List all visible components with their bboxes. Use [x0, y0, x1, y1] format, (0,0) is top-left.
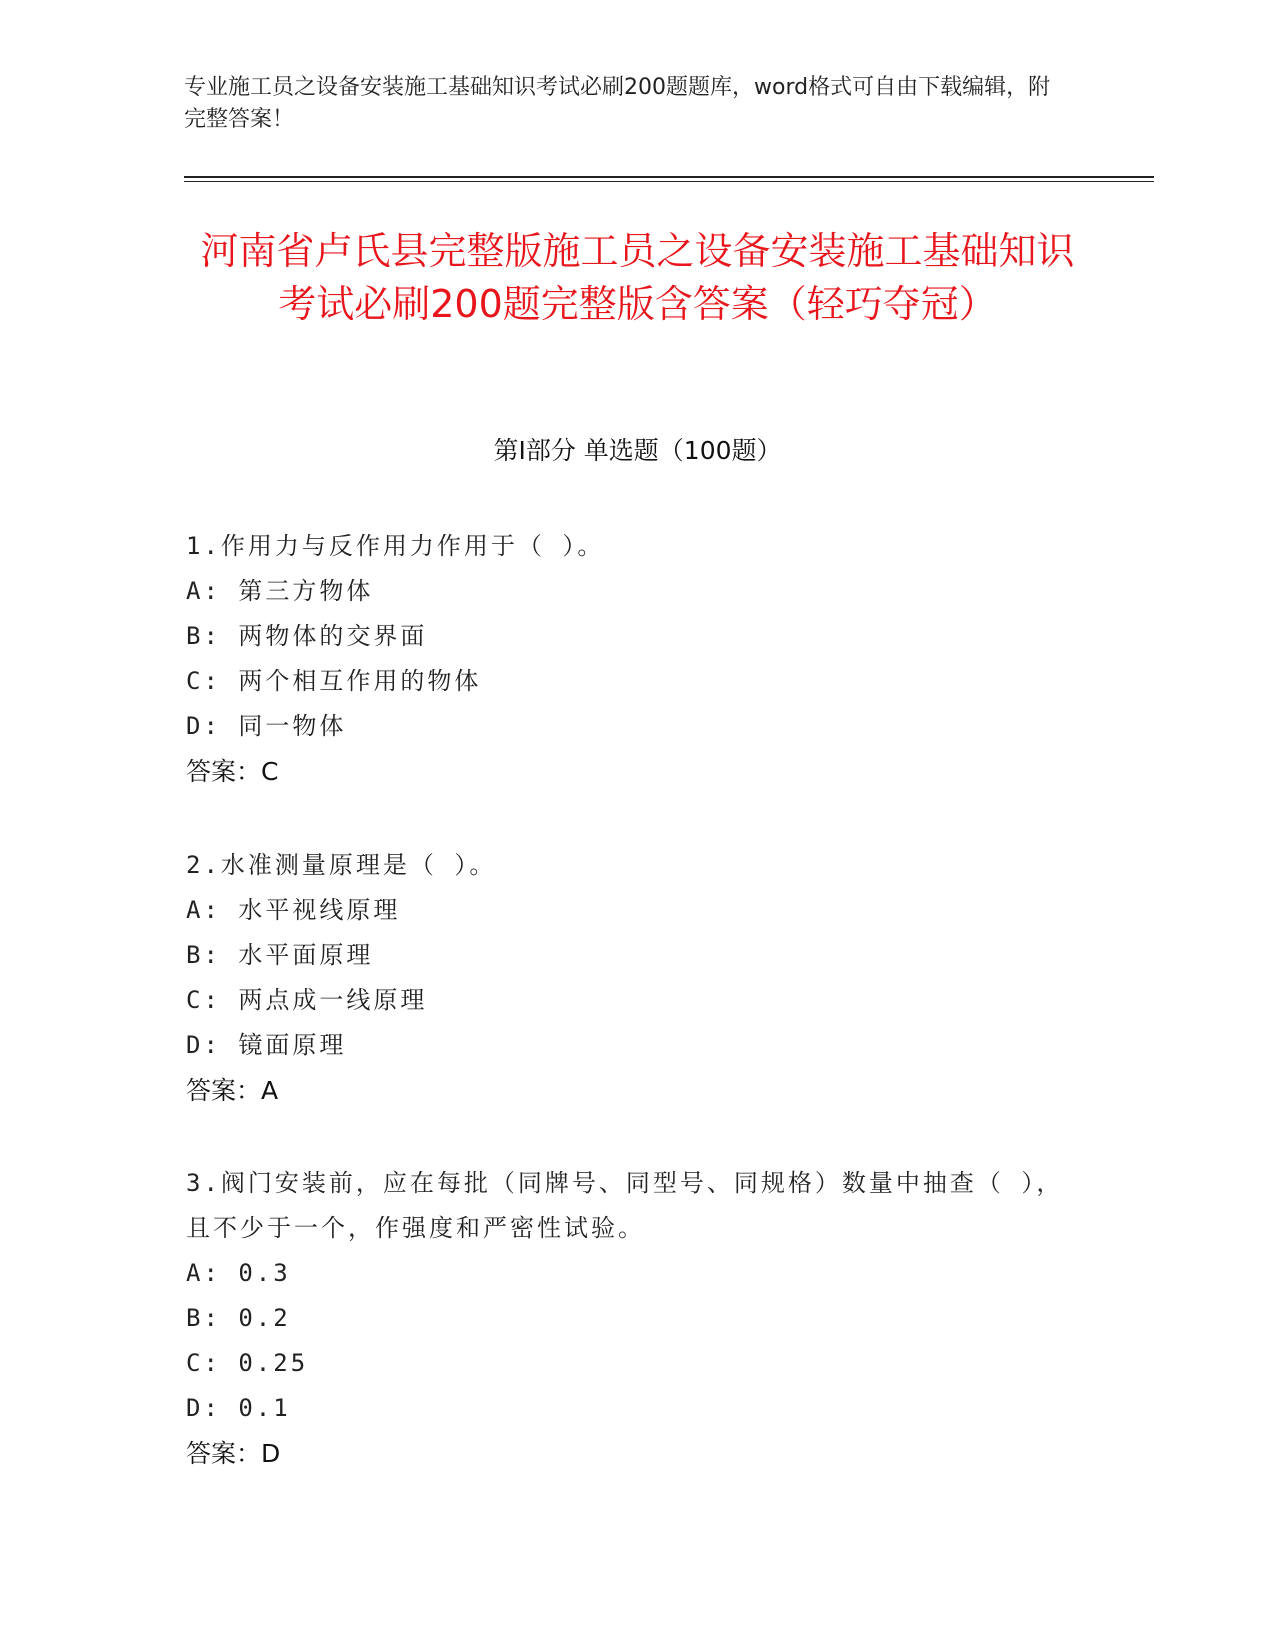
- option-d: D: 同一物体: [186, 712, 347, 740]
- option-a: A: 水平视线原理: [186, 896, 401, 924]
- option-d: D: 镜面原理: [186, 1031, 347, 1059]
- option-c: C: 两个相互作用的物体: [186, 667, 482, 695]
- answer-line: 答案：C: [186, 757, 279, 786]
- option-d: D: 0.1: [186, 1394, 291, 1422]
- question-stem: 3.阀门安装前，应在每批（同牌号、同型号、同规格）数量中抽查（ ），且不少于一个，作强度和严密性试验。: [186, 1169, 1064, 1242]
- header-note: 专业施工员之设备安装施工基础知识考试必刷200题题库，word格式可自由下载编辑，附完整答案！: [184, 75, 1051, 132]
- question-1: [186, 524, 1086, 794]
- section-heading: 第Ⅰ部分 单选题（100题）: [493, 436, 782, 465]
- option-a: A: 0.3: [186, 1259, 291, 1287]
- option-c: C: 0.25: [186, 1349, 309, 1377]
- document-title: 河南省卢氏县完整版施工员之设备安装施工基础知识考试必刷200题完整版含答案（轻巧夺冠）: [200, 229, 1075, 326]
- option-b: B: 水平面原理: [186, 941, 374, 969]
- option-b: B: 0.2: [186, 1304, 291, 1332]
- question-stem: 2.水准测量原理是（ ）。: [186, 851, 497, 879]
- answer-line: 答案：D: [186, 1439, 281, 1468]
- question-stem: 1.作用力与反作用力作用于（ ）。: [186, 532, 605, 560]
- option-a: A: 第三方物体: [186, 577, 374, 605]
- option-b: B: 两物体的交界面: [186, 622, 428, 650]
- question-2: [186, 843, 1086, 1113]
- question-3: [186, 1161, 1086, 1476]
- option-c: C: 两点成一线原理: [186, 986, 428, 1014]
- answer-line: 答案：A: [186, 1076, 279, 1105]
- header-divider-thick: [184, 176, 1154, 178]
- header-divider-thin: [184, 181, 1154, 182]
